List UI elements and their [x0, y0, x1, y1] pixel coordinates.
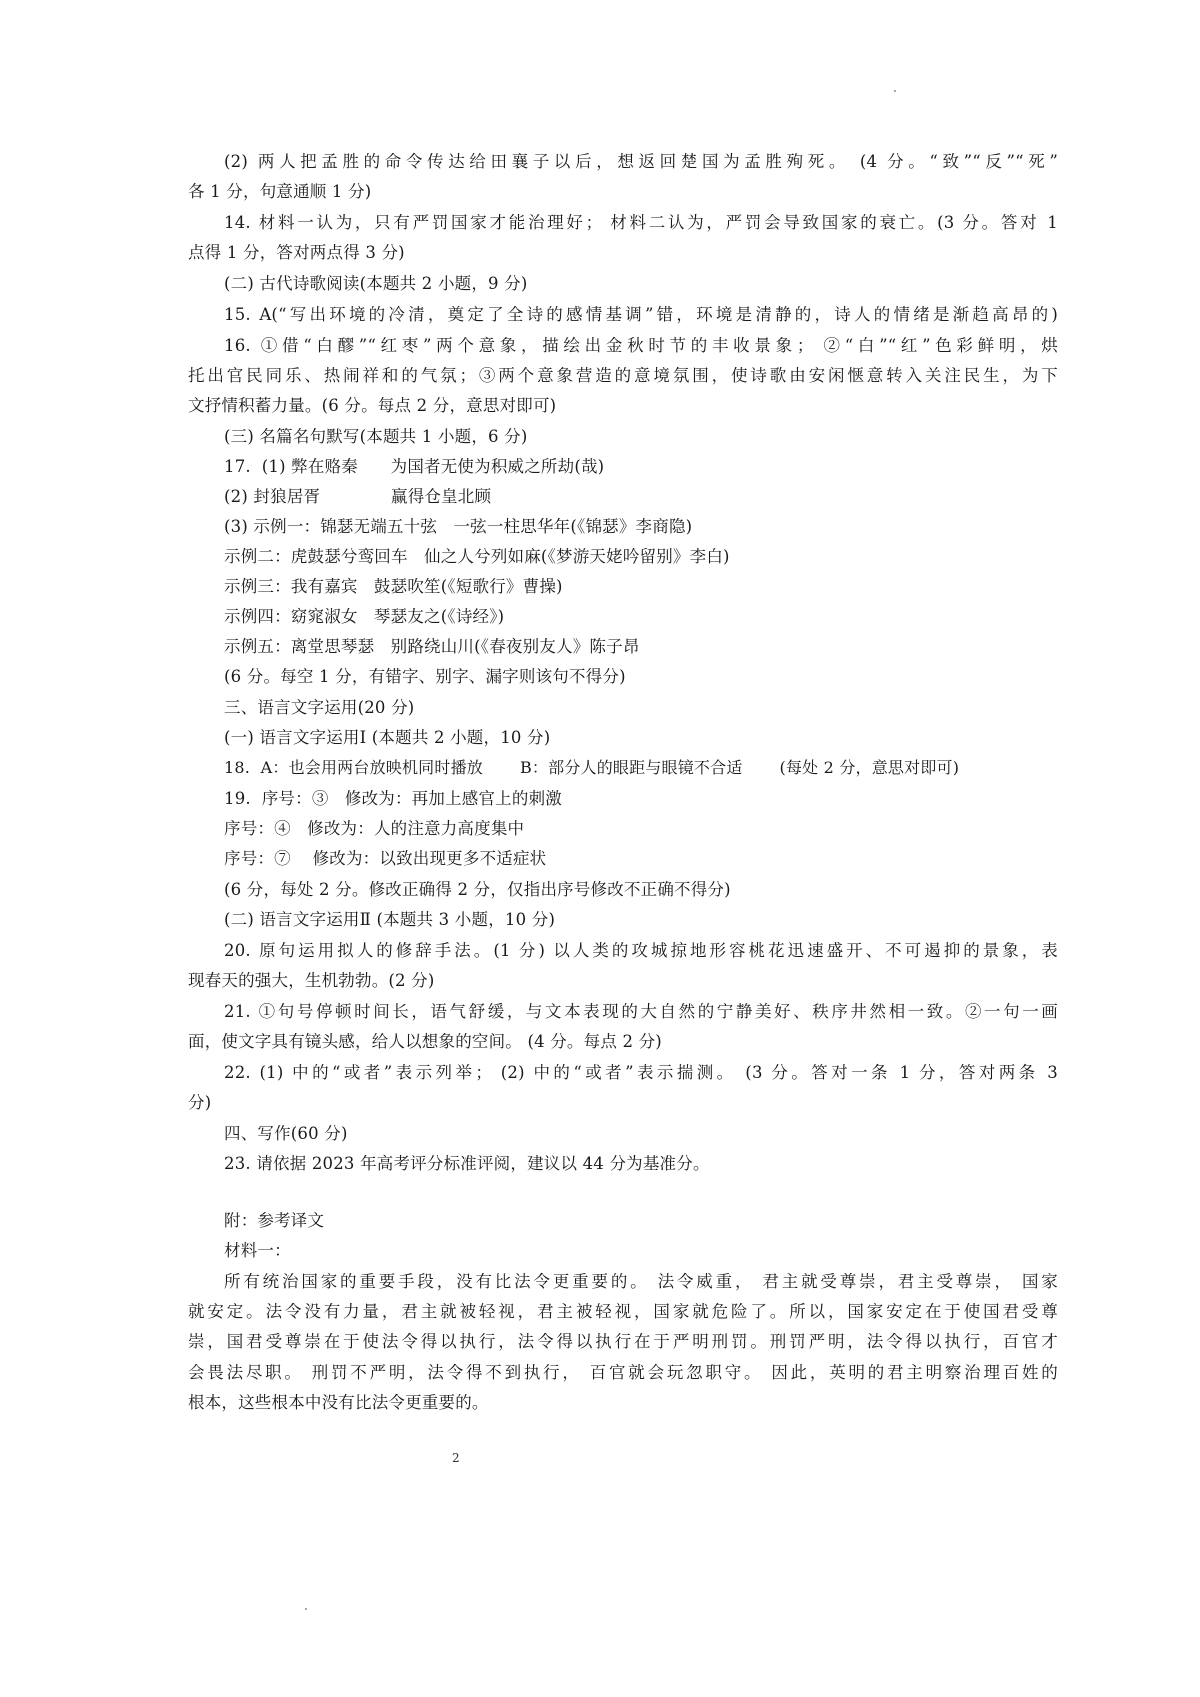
- answer-19-item-3: 序号：⑦ 修改为：以致出现更多不适症状: [224, 849, 547, 868]
- answer-15: 15. A(“写出环境的冷清，奠定了全诗的感情基调”错，环境是清静的，诗人的情绪是渐趋高昂的): [224, 305, 1058, 324]
- translation-line-2: 就安定。法令没有力量，君主就被轻视，君主被轻视，国家就危险了。所以，国家安定在于使国君受尊: [188, 1302, 1058, 1321]
- answer-21-line-1: 21. ①句号停顿时间长，语气舒缓，与文本表现的大自然的宁静美好、秩序井然相一致。②一句一画: [224, 1002, 1058, 1021]
- section-heading-language-2: (二) 语言文字运用Ⅱ (本题共 3 小题，10 分): [224, 910, 556, 929]
- appendix-heading: 附：参考译文: [224, 1211, 325, 1230]
- material-1-heading: 材料一：: [224, 1241, 291, 1260]
- answer-13-2-line-2: 各 1 分，句意通顺 1 分): [188, 182, 372, 201]
- section-heading-writing: 四、写作(60 分): [224, 1124, 348, 1143]
- translation-line-4: 会畏法尽职。 刑罚不严明，法令得不到执行， 百官就会玩忽职守。 因此，英明的君主明察治理百姓的: [188, 1363, 1058, 1382]
- section-heading-language: 三、语言文字运用(20 分): [224, 698, 415, 717]
- answer-17-scoring: (6 分。每空 1 分，有错字、别字、漏字则该句不得分): [224, 667, 626, 686]
- answer-23: 23. 请依据 2023 年高考评分标准评阅，建议以 44 分为基准分。: [224, 1154, 710, 1173]
- section-heading-language-1: (一) 语言文字运用Ⅰ (本题共 2 小题，10 分): [224, 728, 551, 747]
- answer-21-line-2: 面，使文字具有镜头感，给人以想象的空间。 (4 分。每点 2 分): [188, 1032, 662, 1051]
- answer-17-3-example-2: 示例二：虎鼓瑟兮鸾回车 仙之人兮列如麻(《梦游天姥吟留别》李白): [224, 547, 730, 566]
- answer-17-2: (2) 封狼居胥 赢得仓皇北顾: [224, 487, 492, 506]
- answer-22-line-1: 22. (1) 中的“或者”表示列举； (2) 中的“或者”表示揣测。 (3 分。答对一条 1 分，答对两条 3: [224, 1063, 1058, 1082]
- answer-14-line-1: 14. 材料一认为，只有严罚国家才能治理好； 材料二认为，严罚会导致国家的衰亡。(3 分。答对 1: [224, 213, 1058, 232]
- scan-speck: [894, 90, 896, 92]
- answer-18: 18. A：也会用两台放映机同时播放 B：部分人的眼距与眼镜不合适 (每处 2 分，意思对即可): [224, 758, 960, 777]
- translation-line-5: 根本，这些根本中没有比法令更重要的。: [188, 1393, 489, 1412]
- answer-16-line-3: 文抒情积蓄力量。(6 分。每点 2 分，意思对即可): [188, 396, 557, 415]
- answer-17-3-example-1: (3) 示例一：锦瑟无端五十弦 一弦一柱思华年(《锦瑟》李商隐): [224, 517, 693, 536]
- section-heading-poetry: (二) 古代诗歌阅读(本题共 2 小题，9 分): [224, 274, 528, 293]
- answer-17-3-example-3: 示例三：我有嘉宾 鼓瑟吹笙(《短歌行》曹操): [224, 577, 563, 596]
- answer-16-line-1: 16. ①借“白醪”“红枣”两个意象，描绘出金秋时节的丰收景象； ②“白”“红”色彩鲜明，烘: [224, 336, 1058, 355]
- translation-line-1: 所有统治国家的重要手段，没有比法令更重要的。 法令威重， 君主就受尊崇，君主受尊崇， 国家: [224, 1272, 1058, 1291]
- answer-20-line-2: 现春天的强大，生机勃勃。(2 分): [188, 971, 435, 990]
- answer-13-2-line-1: (2) 两人把孟胜的命令传达给田襄子以后，想返回楚国为孟胜殉死。 (4 分。“致”“反”“死”: [224, 152, 1058, 171]
- answer-17-3-example-5: 示例五：离堂思琴瑟 别路绕山川(《春夜别友人》陈子昂: [224, 637, 640, 656]
- answer-19-item-1: 19. 序号：③ 修改为：再加上感官上的刺激: [224, 789, 562, 808]
- scan-speck: [305, 1608, 307, 1610]
- section-heading-recitation: (三) 名篇名句默写(本题共 1 小题，6 分): [224, 427, 528, 446]
- page-number: 2: [452, 1451, 460, 1465]
- answer-20-line-1: 20. 原句运用拟人的修辞手法。(1 分) 以人类的攻城掠地形容桃花迅速盛开、不可遏抑的景象，表: [224, 941, 1058, 960]
- answer-19-scoring: (6 分，每处 2 分。修改正确得 2 分，仅指出序号修改不正确不得分): [224, 880, 731, 899]
- translation-line-3: 崇，国君受尊崇在于使法令得以执行，法令得以执行在于严明刑罚。刑罚严明，法令得以执行，百官才: [188, 1332, 1058, 1351]
- answer-14-line-2: 点得 1 分，答对两点得 3 分): [188, 243, 405, 262]
- answer-19-item-2: 序号：④ 修改为：人的注意力高度集中: [224, 819, 525, 838]
- answer-17-1: 17. (1) 弊在赂秦 为国者无使为积威之所劫(哉): [224, 457, 605, 476]
- answer-16-line-2: 托出官民同乐、热闹祥和的气氛；③两个意象营造的意境氛围，使诗歌由安闲惬意转入关注民生，为下: [188, 366, 1058, 385]
- answer-22-line-2: 分): [188, 1093, 212, 1112]
- answer-17-3-example-4: 示例四：窈窕淑女 琴瑟友之(《诗经》): [224, 607, 505, 626]
